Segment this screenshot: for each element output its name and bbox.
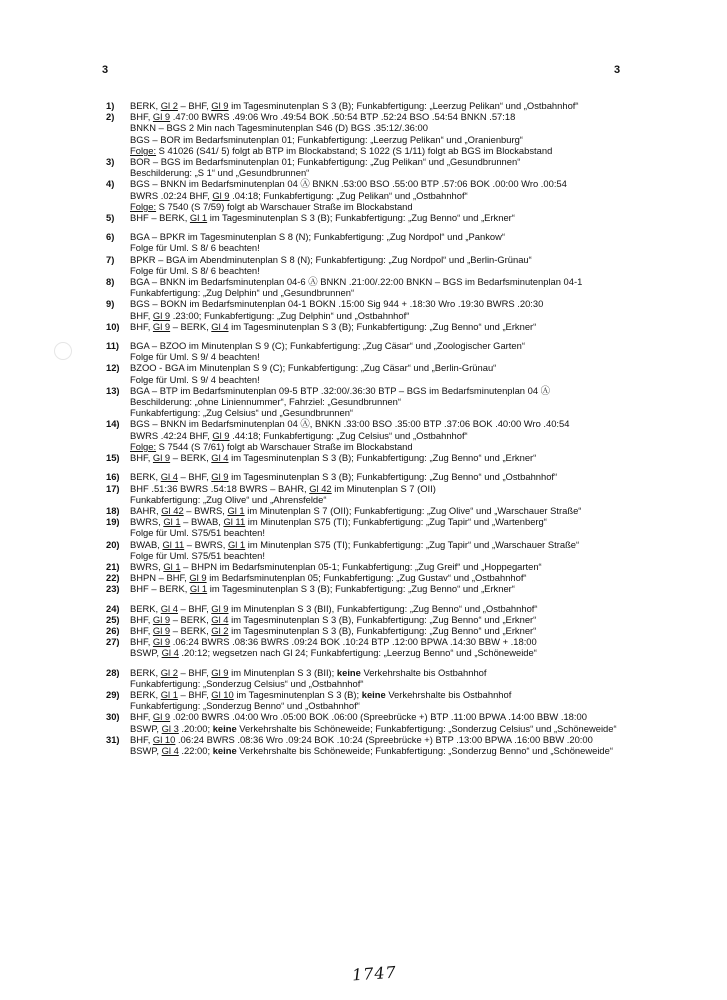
entry-number: 30) [106, 711, 120, 723]
handwritten-mark: 1747 [351, 962, 398, 985]
entry-line: BZOO - BGA im Minutenplan S 9 (C); Funkabfertigung: „Zug Cäsar“ und „Berlin-Grünau“ [130, 362, 497, 374]
entry-text [130, 603, 706, 614]
entry-number: 31) [106, 733, 120, 745]
entry-text [130, 418, 706, 452]
entry-text [130, 636, 706, 658]
schedule-entry [106, 452, 706, 463]
entry-line: BWRS .42:24 BHF, Gl 9 .44:18; Funkabfertigung: „Zug Celsius“ und „Ostbahnhof“ [130, 429, 468, 441]
entry-line: BHF .51:36 BWRS .54:18 BWRS – BAHR, Gl 42 im Minutenplan S 7 (OII) [130, 482, 436, 494]
entry-line: BWRS, Gl 1 – BWAB, Gl 11 im Minutenplan S75 (TI); Funkabfertigung: „Zug Tapir“ und „Wartenberg“ [130, 516, 547, 528]
entry-text [130, 156, 706, 178]
entry-line: Folge: S 41026 (S41/ 5) folgt ab BTP im Blockabstand; S 1022 (S 1/11) folgt ab BGS im Blockabstand [130, 144, 553, 156]
entry-line: BHF – BERK, Gl 1 im Tagesminutenplan S 3 (B); Funkabfertigung: „Zug Benno“ und „Erkner“ [130, 583, 515, 595]
schedule-entry [106, 276, 706, 298]
entry-text [130, 667, 706, 689]
entry-text [130, 711, 706, 733]
schedule-entry [106, 156, 706, 178]
schedule-entry [106, 340, 706, 362]
entry-number: 2) [106, 111, 115, 123]
entry-text [130, 298, 706, 320]
entry-text [130, 583, 706, 594]
entry-text [130, 471, 706, 482]
entry-line: BNKN – BGS 2 Min nach Tagesminutenplan S46 (D) BGS .35:12/.36:00 [130, 122, 428, 134]
entry-line: BGS – BOR im Bedarfsminutenplan 01; Funkabfertigung: „Leerzug Pelikan“ und „Oranienburg“ [130, 133, 523, 145]
entry-line: Funkabfertigung: „Zug Olive“ und „Ahrensfelde“ [130, 493, 327, 505]
entry-line: BWRS .02:24 BHF, Gl 9 .04:18; Funkabfertigung: „Zug Pelikan“ und „Ostbahnhof“ [130, 189, 468, 201]
schedule-entry [106, 231, 706, 253]
entry-number: 5) [106, 212, 115, 224]
entry-line: BHF, Gl 9 – BERK, Gl 2 im Tagesminutenplan S 3 (B), Funkabfertigung: „Zug Benno“ und „Erkner“ [130, 624, 537, 636]
schedule-entry [106, 583, 706, 594]
entry-text [130, 362, 706, 384]
entry-line: BAHR, Gl 42 – BWRS, Gl 1 im Minutenplan S 7 (OII); Funkabfertigung: „Zug Olive“ und „Warschauer Straße“ [130, 504, 582, 516]
entry-line: BHF, Gl 9 – BERK, Gl 4 im Tagesminutenplan S 3 (B), Funkabfertigung: „Zug Benno“ und „Erkner“ [130, 613, 537, 625]
entry-line: BHF, Gl 9 .23:00; Funkabfertigung: „Zug Delphin“ und „Ostbahnhof“ [130, 309, 410, 321]
entry-text [130, 100, 706, 111]
entry-line: Folge für Uml. S 8/ 6 beachten! [130, 242, 260, 254]
entry-line: BHF, Gl 9 .02:00 BWRS .04:00 Wro .05:00 BOK .06:00 (Spreebrücke +) BTP .11:00 BPWA .14:00 BBW .18:00 [130, 711, 587, 723]
schedule-entry [106, 603, 706, 614]
entry-text [130, 483, 706, 505]
entry-number: 4) [106, 178, 115, 190]
entry-line: Folge: S 7544 (S 7/61) folgt ab Warschauer Straße im Blockabstand [130, 440, 413, 452]
schedule-entry [106, 483, 706, 505]
schedule-entry [106, 178, 706, 212]
entry-line: BGA – BTP im Bedarfsminutenplan 09-5 BTP .32:00/.36:30 BTP – BGS im Bedarfsminutenplan 04 Ⓐ [130, 384, 551, 396]
entry-line: BWAB, Gl 11 – BWRS, Gl 1 im Minutenplan S75 (TI); Funkabfertigung: „Zug Tapir“ und „Warschauer Straße“ [130, 538, 580, 550]
entry-line: BPKR – BGA im Abendminutenplan S 8 (N); Funkabfertigung: „Zug Nordpol“ und „Berlin-Grünau“ [130, 253, 532, 265]
schedule-list [106, 100, 706, 756]
entry-text [130, 625, 706, 636]
entry-number: 3) [106, 156, 115, 168]
entry-text [130, 572, 706, 583]
schedule-entry [106, 636, 706, 658]
schedule-entry [106, 625, 706, 636]
entry-line: BOR – BGS im Bedarfsminutenplan 01; Funkabfertigung: „Zug Pelikan“ und „Gesundbrunnen“ [130, 156, 521, 168]
entry-line: Folge: S 7540 (S 7/59) folgt ab Warschauer Straße im Blockabstand [130, 200, 413, 212]
entry-number: 26) [106, 624, 120, 636]
schedule-entry [106, 471, 706, 482]
entry-line: Funkabfertigung: „Sonderzug Celsius“ und „Ostbahnhof“ [130, 677, 364, 689]
entry-line: BERK, Gl 4 – BHF, Gl 9 im Tagesminutenplan S 3 (B); Funkabfertigung: „Zug Benno“ und „Ostbahnhof“ [130, 471, 558, 483]
entry-line: Folge für Uml. S 9/ 4 beachten! [130, 351, 260, 363]
entry-line: BGS – BNKN im Bedarfsminutenplan 04 Ⓐ BNKN .53:00 BSO .55:00 BTP .57:06 BOK .00:00 Wro .00:54 [130, 178, 567, 190]
entry-line: Beschilderung: „ohne Liniennummer“, Fahrziel: „Gesundbrunnen“ [130, 396, 401, 408]
entry-number: 14) [106, 418, 120, 430]
entry-number: 23) [106, 583, 120, 595]
entry-line: Funkabfertigung: „Zug Delphin“ und „Gesundbrunnen“ [130, 287, 355, 299]
punch-hole-mark [54, 342, 72, 360]
entry-number: 27) [106, 636, 120, 648]
entry-line: BGA – BZOO im Minutenplan S 9 (C); Funkabfertigung: „Zug Cäsar“ und „Zoologischer Garten“ [130, 340, 525, 352]
schedule-entry [106, 689, 706, 711]
entry-line: Funkabfertigung: „Sonderzug Benno“ und „Ostbahnhof“ [130, 700, 360, 712]
schedule-entry [106, 385, 706, 419]
entry-number: 22) [106, 572, 120, 584]
schedule-entry [106, 614, 706, 625]
entry-line: BERK, Gl 1 – BHF, Gl 10 im Tagesminutenplan S 3 (B); keine Verkehrshalte bis Ostbahnhof [130, 688, 512, 700]
schedule-entry [106, 212, 706, 223]
entry-line: Funkabfertigung: „Zug Celsius“ und „Gesundbrunnen“ [130, 407, 354, 419]
entry-number: 8) [106, 276, 115, 288]
entry-line: BGA – BNKN im Bedarfsminutenplan 04-6 Ⓐ BNKN .21:00/.22:00 BNKN – BGS im Bedarfsminutenplan 04-1 [130, 276, 583, 288]
entry-text [130, 111, 706, 156]
entry-text [130, 516, 706, 538]
entry-line: Folge für Uml. S75/51 beachten! [130, 549, 265, 561]
entry-text [130, 385, 706, 419]
schedule-entry [106, 362, 706, 384]
entry-number: 19) [106, 516, 120, 528]
entry-line: BHF, Gl 9 – BERK, Gl 4 im Tagesminutenplan S 3 (B); Funkabfertigung: „Zug Benno“ und „Erkner“ [130, 452, 537, 464]
entry-number: 11) [106, 340, 120, 352]
entry-line: Beschilderung: „S 1“ und „Gesundbrunnen“ [130, 167, 310, 179]
entry-text [130, 689, 706, 711]
entry-line: BGS – BNKN im Bedarfsminutenplan 04 Ⓐ, BNKN .33:00 BSO .35:00 BTP .37:06 BOK .40:00 Wro .40:54 [130, 418, 570, 430]
schedule-entry [106, 516, 706, 538]
entry-line: BHF, Gl 10 .06:24 BWRS .08:36 Wro .09:24 BOK .10:24 (Spreebrücke +) BTP .13:00 BPWA .16:00 BBW .20:00 [130, 733, 593, 745]
entry-line: Folge für Uml. S 9/ 4 beachten! [130, 373, 260, 385]
entry-line: BERK, Gl 4 – BHF, Gl 9 im Minutenplan S 3 (BII), Funkabfertigung: „Zug Benno“ und „Ostbahnhof“ [130, 602, 538, 614]
entry-line: BWRS, Gl 1 – BHPN im Bedarfsminutenplan 05-1; Funkabfertigung: „Zug Greif“ und „Hoppegarten“ [130, 560, 542, 572]
entry-number: 7) [106, 253, 115, 265]
schedule-entry [106, 734, 706, 756]
entry-line: Folge für Uml. S 8/ 6 beachten! [130, 264, 260, 276]
entry-line: BHF, Gl 9 .06:24 BWRS .08:36 BWRS .09:24 BOK .10:24 BTP .12:00 BPWA .14:30 BBW + .18:00 [130, 636, 537, 648]
entry-text [130, 178, 706, 212]
schedule-entry [106, 321, 706, 332]
entry-text [130, 321, 706, 332]
schedule-entry [106, 539, 706, 561]
entry-line: BGA – BPKR im Tagesminutenplan S 8 (N); Funkabfertigung: „Zug Nordpol“ und „Pankow“ [130, 231, 506, 243]
entry-number: 16) [106, 471, 120, 483]
entry-number: 12) [106, 362, 120, 374]
page-number-right: 3 [614, 64, 621, 76]
entry-number: 10) [106, 320, 120, 332]
entry-line: BGS – BOKN im Bedarfsminutenplan 04-1 BOKN .15:00 Sig 944 + .18:30 Wro .19:30 BWRS .20:30 [130, 298, 544, 310]
entry-number: 17) [106, 482, 120, 494]
entry-number: 1) [106, 100, 115, 111]
entry-line: BSWP, Gl 4 .22:00; keine Verkehrshalte bis Schöneweide; Funkabfertigung: „Sonderzug Benno“ und „Schöneweide“ [130, 744, 613, 756]
schedule-entry [106, 711, 706, 733]
entry-line: BHPN – BHF, Gl 9 im Bedarfsminutenplan 05; Funkabfertigung: „Zug Gustav“ und „Ostbahnhof“ [130, 572, 527, 584]
schedule-entry [106, 298, 706, 320]
entry-text [130, 539, 706, 561]
entry-number: 20) [106, 538, 120, 550]
entry-line: BERK, Gl 2 – BHF, Gl 9 im Minutenplan S 3 (BII); keine Verkehrshalte bis Ostbahnhof [130, 666, 487, 678]
entry-line: BHF – BERK, Gl 1 im Tagesminutenplan S 3 (B); Funkabfertigung: „Zug Benno“ und „Erkner“ [130, 212, 515, 224]
entry-text [130, 452, 706, 463]
entry-line: BERK, Gl 2 – BHF, Gl 9 im Tagesminutenplan S 3 (B); Funkabfertigung: „Leerzug Pelikan“ und „Ostbahnhof“ [130, 100, 579, 111]
entry-text [130, 212, 706, 223]
entry-text [130, 734, 706, 756]
entry-text [130, 340, 706, 362]
entry-number: 21) [106, 560, 120, 572]
entry-number: 13) [106, 384, 120, 396]
entry-text [130, 561, 706, 572]
schedule-entry [106, 111, 706, 156]
entry-line: Folge für Uml. S75/51 beachten! [130, 527, 265, 539]
entry-number: 29) [106, 688, 120, 700]
entry-line: BHF, Gl 9 – BERK, Gl 4 im Tagesminutenplan S 3 (B); Funkabfertigung: „Zug Benno“ und „Erkner“ [130, 320, 537, 332]
entry-number: 18) [106, 504, 120, 516]
schedule-entry [106, 254, 706, 276]
entry-line: BSWP, Gl 4 .20:12; wegsetzen nach Gl 24; Funkabfertigung: „Leerzug Benno“ und „Schöneweide“ [130, 647, 537, 659]
schedule-entry [106, 418, 706, 452]
schedule-entry [106, 667, 706, 689]
entry-text [130, 231, 706, 253]
page-number-left: 3 [102, 64, 109, 76]
entry-number: 25) [106, 613, 120, 625]
entry-line: BSWP, Gl 3 .20:00; keine Verkehrshalte bis Schöneweide; Funkabfertigung: „Sonderzug Celsius“ und „Schöneweide“ [130, 722, 617, 734]
entry-text [130, 505, 706, 516]
schedule-entry [106, 100, 706, 111]
entry-text [130, 276, 706, 298]
entry-number: 9) [106, 298, 115, 310]
entry-number: 6) [106, 231, 115, 243]
schedule-entry [106, 572, 706, 583]
schedule-entry [106, 561, 706, 572]
entry-number: 15) [106, 452, 120, 464]
entry-text [130, 614, 706, 625]
entry-line: BHF, Gl 9 .47:00 BWRS .49:06 Wro .49:54 BOK .50:54 BTP .52:24 BSO .54:54 BNKN .57:18 [130, 111, 516, 123]
schedule-entry [106, 505, 706, 516]
entry-number: 24) [106, 602, 120, 614]
entry-number: 28) [106, 666, 120, 678]
entry-text [130, 254, 706, 276]
